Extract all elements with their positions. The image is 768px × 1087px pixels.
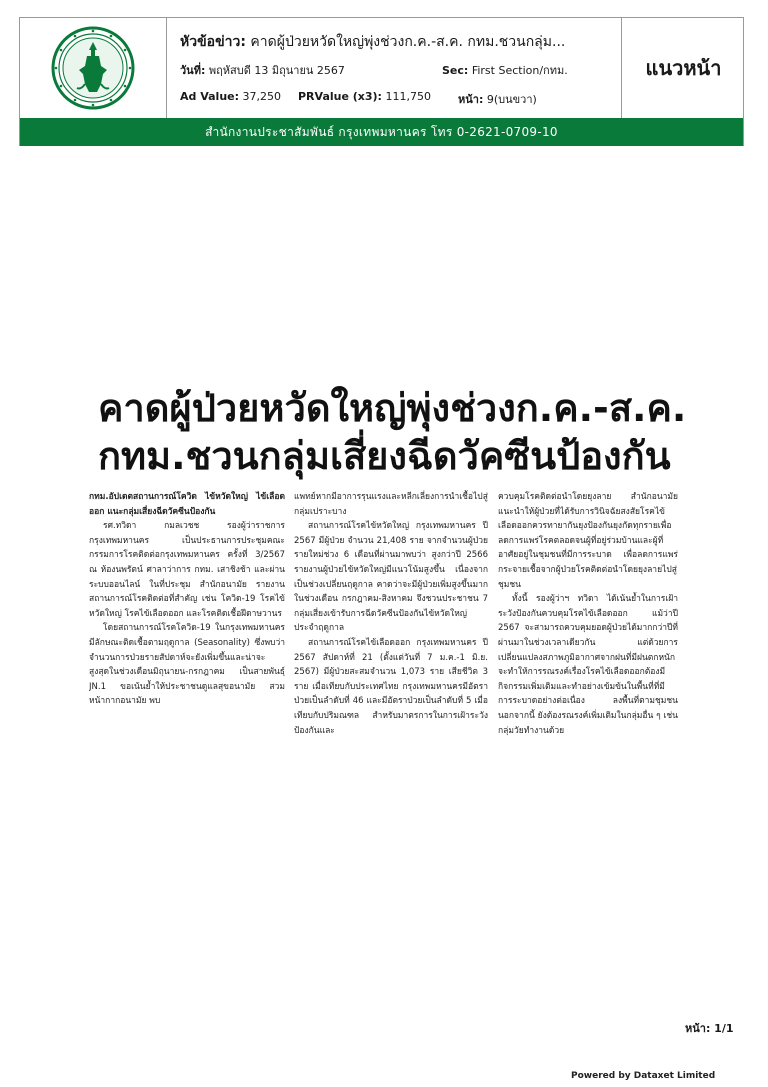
paragraph: รศ.ทวิดา กมลเวชช รองผู้ว่าราชการกรุงเทพมหานคร เป็นประธานการประชุมคณะกรรมการโรคติดต่อกรุงเทพมหานคร ครั้งที่ 3/2567 ณ ห้องนพรัตน์ ศาลาว่าการ กทม. เสาชิงช้า และผ่านระบบออนไลน์ ในที่ประชุม สำนักอนามัย รายงานสถานการณ์โรคติดต่อที่สำคัญ เช่น โควิด-19 โรคไข้หวัดใหญ่ โรคไข้เลือดออก และโรคติดเชื้อฝีดาษวานร xyxy=(89,521,285,619)
page-counter: หน้า: 1/1 xyxy=(685,1022,734,1035)
article-column-3 xyxy=(498,490,678,900)
paragraph: โดยสถานการณ์โรคโควิด-19 ในกรุงเทพมหานคร มีลักษณะติดเชื้อตามฤดูกาล (Seasonality) ซึ่งพบว่าจำนวนการป่วยรายสัปดาห์จะยังเพิ่มขึ้นและน่าจะสูงสุดในช่วงเดือนมิถุนายน-กรกฎาคม เป็นสายพันธุ์ JN.1 ขอเน้นย้ำให้ประชาชนดูแลสุขอนามัย สวมหน้ากากอนามัย พบ xyxy=(89,623,285,707)
news-position: แนวหน้า xyxy=(621,18,745,118)
powered-by: Powered by Dataxet Limited xyxy=(571,1071,716,1081)
pr-value: 111,750 xyxy=(385,90,431,103)
article-column-2 xyxy=(294,490,488,900)
pr-value-field xyxy=(298,90,431,103)
section-value: First Section/กทม. xyxy=(471,64,568,77)
article-column-1 xyxy=(89,490,285,900)
paragraph: แพทย์หากมีอาการรุนแรงและหลีกเลี่ยงการนำเชื้อไปสู่กลุ่มเปราะบาง xyxy=(294,492,488,517)
clipping-info xyxy=(166,18,621,118)
section-field xyxy=(442,61,568,79)
ad-value: 37,250 xyxy=(242,90,282,103)
headline-line-1: คาดผู้ป่วยหวัดใหญ่พุ่งช่วงก.ค.-ส.ค. xyxy=(98,386,687,430)
pr-value-label: PRValue (x3): xyxy=(298,90,382,103)
section-label: Sec: xyxy=(442,64,469,77)
paragraph: สถานการณ์โรคไข้หวัดใหญ่ กรุงเทพมหานคร ปี 2567 มีผู้ป่วย จำนวน 21,408 ราย จากจำนวนผู้ป่วยรายใหม่ช่วง 6 เดือนที่ผ่านมาพบว่า สูงกว่าปี 2566 รายงานผู้ป่วยไข้หวัดใหญ่มีแนวโน้มสูงขึ้น เนื่องจากเป็นช่วงเปลี่ยนฤดูกาล คาดว่าจะมีผู้ป่วยเพิ่มสูงขึ้นมากในช่วงเดือน กรกฎาคม-สิงหาคม จึงชวนประชาชน 7 กลุ่มเสี่ยงเข้ารับการฉีดวัคซีนป้องกันไข้หวัดใหญ่ประจำฤดูกาล xyxy=(294,521,488,634)
headline-label: หัวข้อข่าว: xyxy=(180,34,246,50)
headline-line-2: กทม.ชวนกลุ่มเสี่ยงฉีดวัคซีนป้องกัน xyxy=(98,434,671,478)
ad-value-label: Ad Value: xyxy=(180,90,240,103)
paragraph: ควบคุมโรคติดต่อนำโดยยุงลาย สำนักอนามัยแนะนำให้ผู้ป่วยที่ได้รับการวินิจฉัยสงสัยโรคไข้เลือดออกควรทายากันยุงป้องกันยุงกัดทุกรายเพื่อลดการแพร่โรคตลอดจนผู้ที่อยู่ร่วมบ้านและผู้ที่อาศัยอยู่ในชุมชนที่มีการระบาด เพื่อลดการแพร่กระจายเชื้อจากผู้ป่วยโรคติดต่อนำโดยยุงลายไปสู่ชุมชน xyxy=(498,492,678,590)
logo-box xyxy=(20,18,167,118)
paragraph: ทั้งนี้ รองผู้ว่าฯ ทวิดา ได้เน้นย้ำในการเฝ้าระวังป้องกันควบคุมโรคไข้เลือดออก แม้ว่าปี 2567 จะสามารถควบคุมยอดผู้ป่วยได้มากกว่าปีที่ผ่านมาในช่วงเวลาเดียวกัน แต่ด้วยการเปลี่ยนแปลงสภาพภูมิอากาศจากฝนที่มีฝนตกหนัก จะทำให้การรณรงค์เรื่องโรคไข้เลือดออกต้องมีกิจกรรมเพิ่มเติมและทำอย่างเข้มข้นในพื้นที่ที่มีการระบาดอย่างต่อเนื่อง ลงพื้นที่ตามชุมชน นอกจากนี้ ยังต้องรณรงค์เพิ่มเติมในกลุ่มอื่น ๆ เช่น กลุ่มวัยทำงานด้วย xyxy=(498,594,678,736)
bma-seal-icon xyxy=(51,26,135,110)
date-value: พฤหัสบดี 13 มิถุนายน 2567 xyxy=(208,64,345,77)
article-lead: กทม.อัปเดตสถานการณ์โควิด ไข้หวัดใหญ่ ไข้เลือดออก แนะกลุ่มเสี่ยงฉีดวัคซีนป้องกัน xyxy=(89,492,285,517)
date-row xyxy=(180,61,610,79)
page-value: 9(บนขวา) xyxy=(486,93,537,106)
article-body xyxy=(89,490,678,900)
headline-value: คาดผู้ป่วยหวัดใหญ่พุ่งช่วงก.ค.-ส.ค. กทม.ชวนกลุ่ม... xyxy=(250,34,566,50)
paragraph: สถานการณ์โรคไข้เลือดออก กรุงเทพมหานคร ปี 2567 สัปดาห์ที่ 21 (ตั้งแต่วันที่ 7 ม.ค.-1 มิ.ย. 2567) มีผู้ป่วยสะสมจำนวน 1,073 ราย เสียชีวิต 3 ราย เมื่อเทียบกับประเทศไทย กรุงเทพมหานครมีอัตราป่วยเป็นลำดับที่ 46 และมีอัตราป่วยเป็นลำดับที่ 5 เมื่อเทียบกับปริมณฑล สำหรับมาตรการในการเฝ้าระวัง ป้องกันและ xyxy=(294,637,488,736)
page-field xyxy=(458,90,537,108)
clipping-header xyxy=(19,17,744,146)
ad-value-field xyxy=(180,90,281,103)
page-label: หน้า: xyxy=(458,93,484,106)
headline-row xyxy=(180,31,610,53)
article-headline xyxy=(98,384,698,480)
date-label: วันที่: xyxy=(180,64,206,77)
org-contact-bar: สำนักงานประชาสัมพันธ์ กรุงเทพมหานคร โทร 0-2621-0709-10 xyxy=(20,118,743,146)
